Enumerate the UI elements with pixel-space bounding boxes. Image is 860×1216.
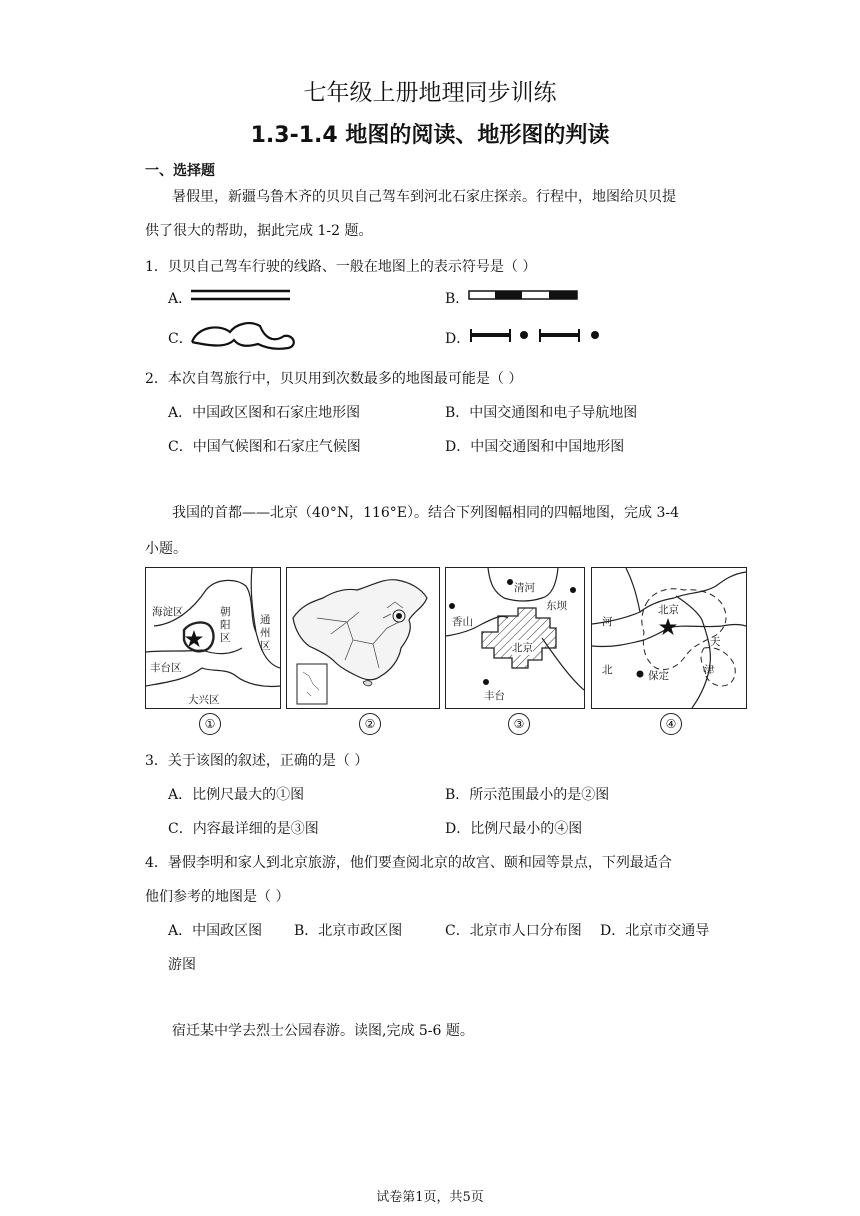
page-title: 七年级上册地理同步训练: [303, 80, 557, 106]
map1-label-daxing: 大兴区: [188, 694, 220, 706]
q3-option-d: D．比例尺最小的④图: [445, 821, 583, 837]
q3-stem: 3．关于该图的叙述，正确的是（ ）: [145, 753, 369, 769]
q1-option-a-symbol: [190, 288, 292, 304]
map3-label-fengtai: 丰台: [484, 690, 505, 702]
intro1-line2: 供了很大的帮助，据此完成 1-2 题。: [145, 223, 373, 239]
map-3-number: ③: [508, 713, 530, 735]
map-3-beijing-city: [445, 567, 585, 709]
map3-label-beijing: 北京: [512, 642, 533, 654]
map3-label-dongba: 东坝: [546, 600, 567, 612]
map-4-number: ④: [660, 713, 682, 735]
intro2-line2: 小题。: [145, 541, 187, 557]
q4-option-a: A．中国政区图: [168, 923, 263, 939]
q3-option-c: C．内容最详细的是③图: [168, 821, 319, 837]
map4-label-he: 河: [602, 616, 613, 628]
map1-label-fengtai: 丰台区: [150, 662, 182, 674]
map1-label-tongzhou: 通 州 区: [260, 614, 271, 652]
q4-option-d: D．北京市交通导: [600, 923, 710, 939]
page-footer: 试卷第1页，共5页: [376, 1190, 484, 1205]
q1-option-d-symbol: [468, 326, 602, 346]
map4-label-baoding: 保定: [648, 670, 669, 682]
q1-option-c-label: C．: [168, 331, 193, 347]
section-heading: 一、选择题: [145, 163, 215, 179]
q1-stem: 1．贝贝自己驾车行驶的线路、一般在地图上的表示符号是（ ）: [145, 259, 537, 275]
map-4-region: [591, 567, 747, 709]
map4-label-tian: 天: [710, 636, 721, 648]
map-1-districts: [145, 567, 281, 709]
intro3-line1: 宿迁某中学去烈士公园春游。读图,完成 5-6 题。: [172, 1023, 474, 1039]
q1-option-c-symbol: [190, 318, 300, 352]
q2-stem: 2．本次自驾旅行中，贝贝用到次数最多的地图最可能是（ ）: [145, 371, 523, 387]
q2-option-a: A．中国政区图和石家庄地形图: [168, 405, 361, 421]
q2-option-b: B．中国交通图和电子导航地图: [445, 405, 638, 421]
q2-option-c: C．中国气候图和石家庄气候图: [168, 439, 361, 455]
q1-option-b-symbol: [468, 290, 580, 302]
q4-option-d-continued: 游图: [168, 957, 196, 973]
map4-label-bei: 北: [602, 664, 613, 676]
q1-option-b-label: B．: [445, 291, 470, 307]
q4-stem-line2: 他们参考的地图是（ ）: [145, 889, 290, 905]
q4-stem-line1: 4．暑假李明和家人到北京旅游，他们要查阅北京的故宫、颐和园等景点，下列最适合: [145, 855, 672, 871]
map-2-china: [286, 567, 440, 709]
map1-label-chaoyang: 朝 阳 区: [220, 606, 231, 644]
q2-option-d: D．中国交通图和中国地形图: [445, 439, 625, 455]
intro1-line1: 暑假里，新疆乌鲁木齐的贝贝自己驾车到河北石家庄探亲。行程中，地图给贝贝提: [172, 189, 676, 205]
map1-label-haidian: 海淀区: [152, 606, 184, 618]
q1-option-d-label: D．: [445, 331, 471, 347]
map3-label-xiangshan: 香山: [452, 616, 473, 628]
q3-option-b: B．所示范围最小的是②图: [445, 787, 610, 803]
map3-label-qinghe: 清河: [514, 582, 535, 594]
q1-option-a-label: A．: [168, 291, 193, 307]
map4-label-beijing: 北京: [658, 604, 679, 616]
map4-label-jin: 津: [704, 664, 715, 676]
q4-option-b: B．北京市政区图: [294, 923, 403, 939]
map-1-number: ①: [199, 713, 221, 735]
q4-option-c: C．北京市人口分布图: [445, 923, 582, 939]
intro2-line1: 我国的首都——北京（40°N，116°E）。结合下列图幅相同的四幅地图，完成 3-4: [172, 505, 679, 521]
page-subtitle: 1.3-1.4 地图的阅读、地形图的判读: [250, 123, 610, 148]
q3-option-a: A．比例尺最大的①图: [168, 787, 305, 803]
map-2-number: ②: [359, 713, 381, 735]
